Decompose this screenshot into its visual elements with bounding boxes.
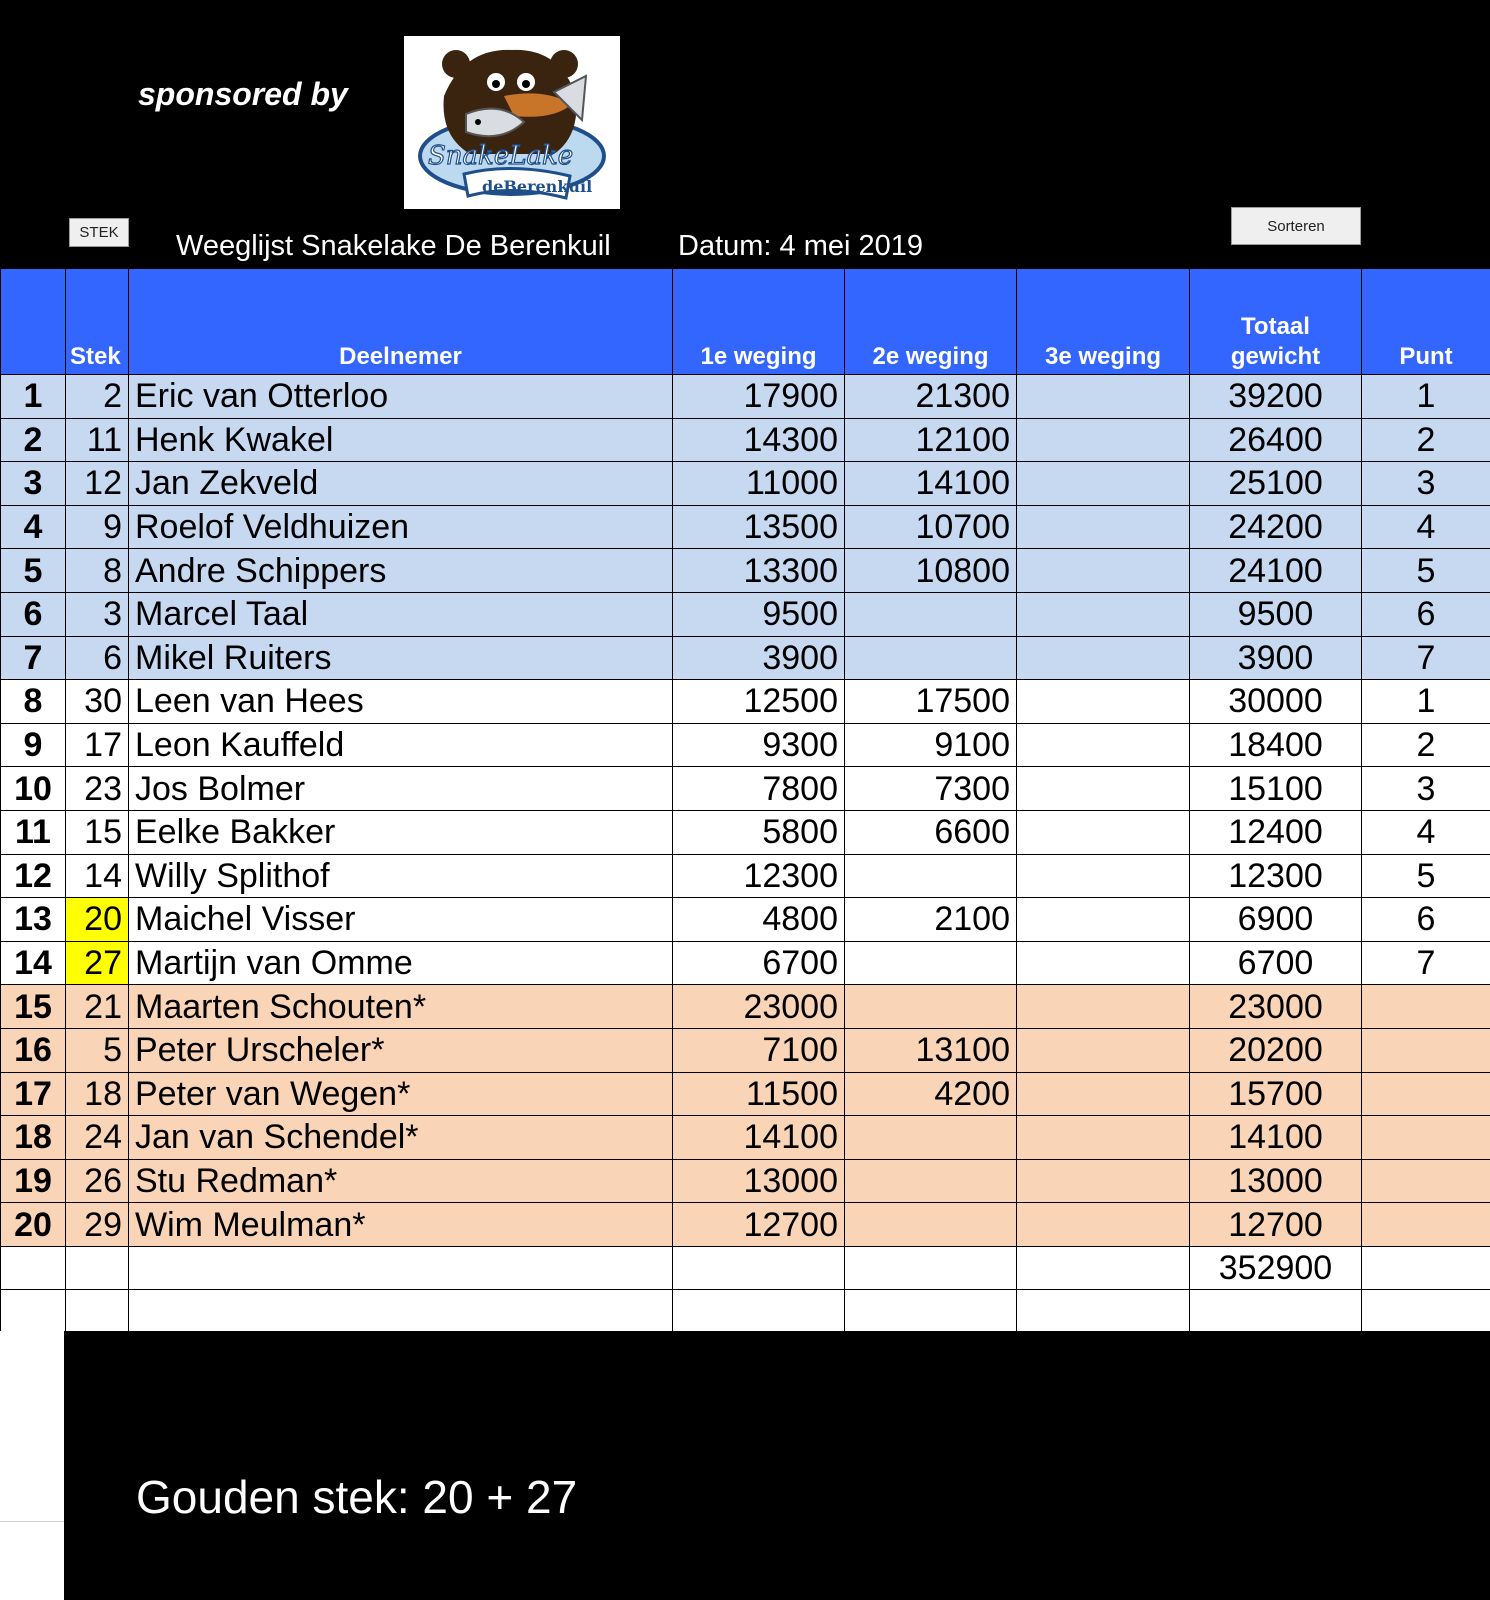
- total-cell[interactable]: 30000: [1190, 680, 1362, 724]
- bear-fish-logo-icon: [404, 36, 620, 209]
- empty-cell[interactable]: [1190, 1290, 1362, 1334]
- rank-cell[interactable]: 19: [1, 1159, 66, 1203]
- punt-cell[interactable]: 6: [1362, 592, 1490, 636]
- name-cell[interactable]: Andre Schippers: [129, 549, 673, 593]
- empty-cell[interactable]: [673, 1290, 845, 1334]
- weging3-cell[interactable]: [1017, 1203, 1190, 1247]
- weging1-cell[interactable]: 3900: [673, 636, 845, 680]
- stek-cell[interactable]: 30: [66, 680, 129, 724]
- table-row: [1, 1072, 1490, 1116]
- table-row: [1, 1116, 1490, 1160]
- total-cell[interactable]: 15700: [1190, 1072, 1362, 1116]
- weging1-cell[interactable]: 17900: [673, 375, 845, 419]
- weging3-cell[interactable]: [1017, 375, 1190, 419]
- empty-cell[interactable]: [673, 1246, 845, 1290]
- rank-cell[interactable]: 10: [1, 767, 66, 811]
- stek-cell[interactable]: 26: [66, 1159, 129, 1203]
- weging2-cell[interactable]: [845, 854, 1017, 898]
- punt-cell[interactable]: 5: [1362, 854, 1490, 898]
- total-cell[interactable]: 9500: [1190, 592, 1362, 636]
- rank-cell[interactable]: 8: [1, 680, 66, 724]
- rank-cell[interactable]: 16: [1, 1028, 66, 1072]
- stek-cell[interactable]: 5: [66, 1028, 129, 1072]
- rank-cell[interactable]: 15: [1, 985, 66, 1029]
- name-cell[interactable]: Eelke Bakker: [129, 810, 673, 854]
- rank-cell[interactable]: 9: [1, 723, 66, 767]
- header-w3: 3e weging: [1017, 269, 1190, 375]
- weging3-cell[interactable]: [1017, 680, 1190, 724]
- weging2-cell[interactable]: 7300: [845, 767, 1017, 811]
- table-header-row: [1, 269, 1490, 375]
- rank-cell[interactable]: 13: [1, 898, 66, 942]
- empty-cell[interactable]: [1362, 1246, 1490, 1290]
- weging1-cell[interactable]: 12700: [673, 1203, 845, 1247]
- name-cell[interactable]: Martijn van Omme: [129, 941, 673, 985]
- total-cell[interactable]: 23000: [1190, 985, 1362, 1029]
- weging3-cell[interactable]: [1017, 985, 1190, 1029]
- name-cell[interactable]: Maarten Schouten*: [129, 985, 673, 1029]
- table-row: [1, 723, 1490, 767]
- empty-cell[interactable]: [1362, 1290, 1490, 1334]
- weging1-cell[interactable]: 12300: [673, 854, 845, 898]
- stek-cell[interactable]: 3: [66, 592, 129, 636]
- stek-cell[interactable]: 23: [66, 767, 129, 811]
- total-cell[interactable]: 18400: [1190, 723, 1362, 767]
- stek-cell[interactable]: 20: [66, 898, 129, 942]
- total-cell[interactable]: 3900: [1190, 636, 1362, 680]
- table-row: [1, 462, 1490, 506]
- logo-text-main: SnakeLake: [428, 141, 574, 171]
- name-cell[interactable]: Peter Urscheler*: [129, 1028, 673, 1072]
- punt-cell[interactable]: 6: [1362, 898, 1490, 942]
- weging2-cell[interactable]: [845, 941, 1017, 985]
- weging1-cell[interactable]: 13500: [673, 505, 845, 549]
- weging2-cell[interactable]: 14100: [845, 462, 1017, 506]
- weging3-cell[interactable]: [1017, 1028, 1190, 1072]
- weging3-cell[interactable]: [1017, 1116, 1190, 1160]
- punt-cell[interactable]: [1362, 985, 1490, 1029]
- rank-cell[interactable]: 3: [1, 462, 66, 506]
- weging1-cell[interactable]: 23000: [673, 985, 845, 1029]
- header-w1: 1e weging: [673, 269, 845, 375]
- total-cell[interactable]: 24200: [1190, 505, 1362, 549]
- name-cell[interactable]: Wim Meulman*: [129, 1203, 673, 1247]
- stek-cell[interactable]: 29: [66, 1203, 129, 1247]
- table-row: [1, 1028, 1490, 1072]
- weging3-cell[interactable]: [1017, 810, 1190, 854]
- weging3-cell[interactable]: [1017, 636, 1190, 680]
- weging2-cell[interactable]: 21300: [845, 375, 1017, 419]
- weging2-cell[interactable]: 13100: [845, 1028, 1017, 1072]
- total-cell[interactable]: 12700: [1190, 1203, 1362, 1247]
- weging3-cell[interactable]: [1017, 592, 1190, 636]
- total-cell[interactable]: 6700: [1190, 941, 1362, 985]
- weging1-cell[interactable]: 9300: [673, 723, 845, 767]
- sheet-title: Weeglijst Snakelake De Berenkuil: [176, 230, 611, 262]
- sponsored-label: sponsored by: [138, 76, 348, 112]
- weging3-cell[interactable]: [1017, 505, 1190, 549]
- weging1-cell[interactable]: 7800: [673, 767, 845, 811]
- total-cell[interactable]: 12400: [1190, 810, 1362, 854]
- empty-cell[interactable]: [129, 1290, 673, 1334]
- stek-cell[interactable]: 18: [66, 1072, 129, 1116]
- name-cell[interactable]: Eric van Otterloo: [129, 375, 673, 419]
- punt-cell[interactable]: 5: [1362, 549, 1490, 593]
- table-row: [1, 636, 1490, 680]
- punt-cell[interactable]: [1362, 1159, 1490, 1203]
- weging1-cell[interactable]: 5800: [673, 810, 845, 854]
- total-cell[interactable]: 26400: [1190, 418, 1362, 462]
- weging3-cell[interactable]: [1017, 898, 1190, 942]
- weging3-cell[interactable]: [1017, 723, 1190, 767]
- table-row: [1, 505, 1490, 549]
- weging1-cell[interactable]: 13300: [673, 549, 845, 593]
- name-cell[interactable]: Mikel Ruiters: [129, 636, 673, 680]
- punt-cell[interactable]: 7: [1362, 636, 1490, 680]
- total-cell[interactable]: 13000: [1190, 1159, 1362, 1203]
- weging1-cell[interactable]: 9500: [673, 592, 845, 636]
- weging2-cell[interactable]: [845, 985, 1017, 1029]
- stek-cell[interactable]: 2: [66, 375, 129, 419]
- rank-cell[interactable]: 7: [1, 636, 66, 680]
- total-cell[interactable]: 12300: [1190, 854, 1362, 898]
- table-row: [1, 592, 1490, 636]
- weging3-cell[interactable]: [1017, 767, 1190, 811]
- table-row: [1, 375, 1490, 419]
- rank-cell[interactable]: 6: [1, 592, 66, 636]
- table-row: [1, 1203, 1490, 1247]
- empty-cell[interactable]: [66, 1290, 129, 1334]
- table-row: [1, 898, 1490, 942]
- rank-cell[interactable]: 5: [1, 549, 66, 593]
- table-row: [1, 810, 1490, 854]
- empty-cell[interactable]: [845, 1290, 1017, 1334]
- punt-cell[interactable]: 3: [1362, 462, 1490, 506]
- empty-cell[interactable]: [1017, 1246, 1190, 1290]
- empty-cell[interactable]: [1017, 1290, 1190, 1334]
- stek-cell[interactable]: 15: [66, 810, 129, 854]
- table-row: [1, 1159, 1490, 1203]
- rank-cell[interactable]: 17: [1, 1072, 66, 1116]
- stek-cell[interactable]: 9: [66, 505, 129, 549]
- total-cell[interactable]: 24100: [1190, 549, 1362, 593]
- punt-cell[interactable]: 2: [1362, 418, 1490, 462]
- weging2-cell[interactable]: [845, 592, 1017, 636]
- name-cell[interactable]: Jos Bolmer: [129, 767, 673, 811]
- punt-cell[interactable]: 4: [1362, 810, 1490, 854]
- empty-cell[interactable]: [66, 1246, 129, 1290]
- footer-block: [64, 1331, 1490, 1600]
- name-cell[interactable]: Leon Kauffeld: [129, 723, 673, 767]
- weging1-cell[interactable]: 14100: [673, 1116, 845, 1160]
- empty-cell[interactable]: [1, 1290, 66, 1334]
- rank-cell[interactable]: 1: [1, 375, 66, 419]
- sort-button[interactable]: Sorteren: [1231, 207, 1361, 245]
- name-cell[interactable]: Jan Zekveld: [129, 462, 673, 506]
- weging3-cell[interactable]: [1017, 854, 1190, 898]
- header-totaal-line2: gewicht: [1230, 343, 1321, 370]
- header-stek: Stek: [66, 269, 129, 375]
- weging3-cell[interactable]: [1017, 549, 1190, 593]
- name-cell[interactable]: Peter van Wegen*: [129, 1072, 673, 1116]
- weging1-cell[interactable]: 4800: [673, 898, 845, 942]
- table-row: [1, 680, 1490, 724]
- weging2-cell[interactable]: [845, 636, 1017, 680]
- snakelake-logo: [404, 36, 620, 209]
- total-cell[interactable]: 39200: [1190, 375, 1362, 419]
- weging1-cell[interactable]: 11000: [673, 462, 845, 506]
- header-totaal: [1190, 269, 1362, 375]
- stek-cell[interactable]: 27: [66, 941, 129, 985]
- blank-row: [1, 1290, 1490, 1334]
- punt-cell[interactable]: [1362, 1028, 1490, 1072]
- total-cell[interactable]: 20200: [1190, 1028, 1362, 1072]
- grand-total-row: [1, 1246, 1490, 1290]
- weging1-cell[interactable]: 6700: [673, 941, 845, 985]
- header-totaal-line1: Totaal: [1241, 313, 1310, 340]
- weging2-cell[interactable]: 10700: [845, 505, 1017, 549]
- stek-cell[interactable]: 11: [66, 418, 129, 462]
- rank-cell[interactable]: 4: [1, 505, 66, 549]
- rank-cell[interactable]: 20: [1, 1203, 66, 1247]
- weging2-cell[interactable]: [845, 1116, 1017, 1160]
- weging1-cell[interactable]: 7100: [673, 1028, 845, 1072]
- table-row: [1, 418, 1490, 462]
- weging1-cell[interactable]: 14300: [673, 418, 845, 462]
- table-row: [1, 985, 1490, 1029]
- weging3-cell[interactable]: [1017, 941, 1190, 985]
- name-cell[interactable]: Roelof Veldhuizen: [129, 505, 673, 549]
- weging2-cell[interactable]: 10800: [845, 549, 1017, 593]
- total-cell[interactable]: 15100: [1190, 767, 1362, 811]
- name-cell[interactable]: Marcel Taal: [129, 592, 673, 636]
- punt-cell[interactable]: 2: [1362, 723, 1490, 767]
- weging2-cell[interactable]: 6600: [845, 810, 1017, 854]
- weging2-cell[interactable]: [845, 1159, 1017, 1203]
- punt-cell[interactable]: [1362, 1072, 1490, 1116]
- total-cell[interactable]: 25100: [1190, 462, 1362, 506]
- rank-cell[interactable]: 14: [1, 941, 66, 985]
- punt-cell[interactable]: 7: [1362, 941, 1490, 985]
- name-cell[interactable]: Stu Redman*: [129, 1159, 673, 1203]
- total-cell[interactable]: 14100: [1190, 1116, 1362, 1160]
- total-cell[interactable]: 6900: [1190, 898, 1362, 942]
- rank-cell[interactable]: 2: [1, 418, 66, 462]
- stek-cell[interactable]: 12: [66, 462, 129, 506]
- golden-spot-note: Gouden stek: 20 + 27: [136, 1471, 578, 1523]
- stek-cell[interactable]: 14: [66, 854, 129, 898]
- left-row-strip: [0, 1331, 64, 1600]
- header-punt: Punt: [1362, 269, 1490, 375]
- weging1-cell[interactable]: 13000: [673, 1159, 845, 1203]
- table-row: [1, 854, 1490, 898]
- stek-cell[interactable]: 17: [66, 723, 129, 767]
- date-label: Datum: 4 mei 2019: [678, 230, 924, 262]
- name-cell[interactable]: Leen van Hees: [129, 680, 673, 724]
- table-row: [1, 767, 1490, 811]
- empty-cell[interactable]: [129, 1246, 673, 1290]
- punt-cell[interactable]: 1: [1362, 680, 1490, 724]
- stek-button[interactable]: STEK: [69, 218, 129, 247]
- rank-cell[interactable]: 11: [1, 810, 66, 854]
- punt-cell[interactable]: 4: [1362, 505, 1490, 549]
- header-deelnemer: Deelnemer: [129, 269, 673, 375]
- stek-cell[interactable]: 24: [66, 1116, 129, 1160]
- weging2-cell[interactable]: [845, 1203, 1017, 1247]
- punt-cell[interactable]: 3: [1362, 767, 1490, 811]
- empty-cell[interactable]: [845, 1246, 1017, 1290]
- rank-cell[interactable]: 12: [1, 854, 66, 898]
- weging1-cell[interactable]: 11500: [673, 1072, 845, 1116]
- weging2-cell[interactable]: 9100: [845, 723, 1017, 767]
- weging2-cell[interactable]: 12100: [845, 418, 1017, 462]
- rank-cell[interactable]: 18: [1, 1116, 66, 1160]
- weging1-cell[interactable]: 12500: [673, 680, 845, 724]
- weging2-cell[interactable]: 2100: [845, 898, 1017, 942]
- table-row: [1, 941, 1490, 985]
- row-divider: [0, 1521, 64, 1522]
- stek-cell[interactable]: 6: [66, 636, 129, 680]
- punt-cell[interactable]: 1: [1362, 375, 1490, 419]
- grand-total-cell[interactable]: 352900: [1190, 1246, 1362, 1290]
- header-w2: 2e weging: [845, 269, 1017, 375]
- stek-cell[interactable]: 8: [66, 549, 129, 593]
- name-cell[interactable]: Maichel Visser: [129, 898, 673, 942]
- weigh-list-table: [0, 268, 1490, 1334]
- name-cell[interactable]: Henk Kwakel: [129, 418, 673, 462]
- header-rank-cell: [1, 269, 66, 375]
- name-cell[interactable]: Jan van Schendel*: [129, 1116, 673, 1160]
- table-row: [1, 549, 1490, 593]
- name-cell[interactable]: Willy Splithof: [129, 854, 673, 898]
- stek-cell[interactable]: 21: [66, 985, 129, 1029]
- weging3-cell[interactable]: [1017, 418, 1190, 462]
- weging3-cell[interactable]: [1017, 1159, 1190, 1203]
- punt-cell[interactable]: [1362, 1203, 1490, 1247]
- weging3-cell[interactable]: [1017, 1072, 1190, 1116]
- weging2-cell[interactable]: 17500: [845, 680, 1017, 724]
- weging2-cell[interactable]: 4200: [845, 1072, 1017, 1116]
- weging3-cell[interactable]: [1017, 462, 1190, 506]
- logo-text-sub: deBerenkuil: [482, 177, 593, 196]
- punt-cell[interactable]: [1362, 1116, 1490, 1160]
- empty-cell[interactable]: [1, 1246, 66, 1290]
